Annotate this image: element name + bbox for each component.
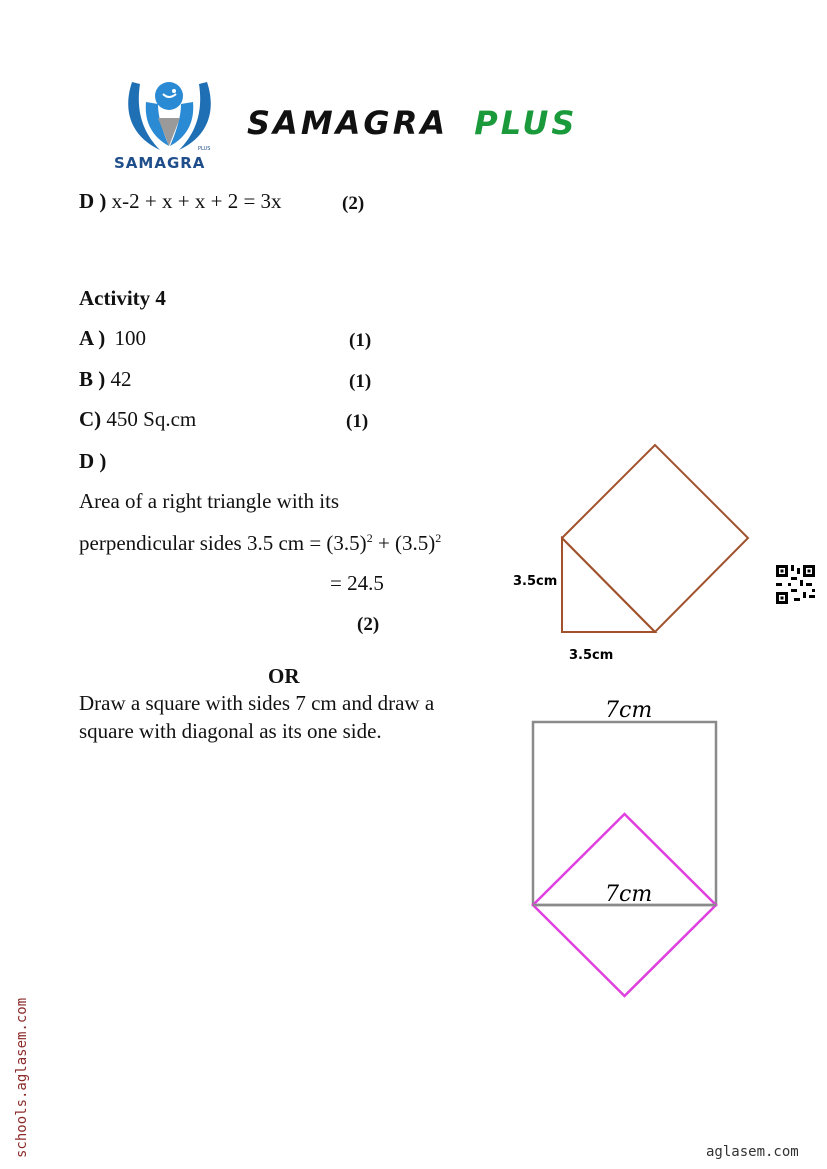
answer-c-marks: (1) [346, 411, 369, 432]
square-diagonal-figure [525, 695, 725, 1005]
activity-heading: Activity 4 [79, 286, 166, 310]
answer-d-line2-plus: + (3.5) [372, 531, 436, 555]
answer-d-line1: Area of a right triangle with its [79, 489, 340, 513]
diagonal-label: 7cm [605, 882, 653, 907]
brand-word-samagra: SAMAGRA [247, 104, 449, 142]
brand-word-plus: PLUS [474, 104, 578, 142]
logo-text: SAMAGRA [114, 154, 206, 172]
answer-a [79, 328, 146, 349]
square-top-label: 7cm [605, 698, 653, 723]
answer-d-line2-text: perpendicular sides 3.5 cm = (3.5) [79, 531, 367, 555]
answer-a-label: A ) [79, 326, 106, 350]
answer-a-marks: (1) [349, 330, 372, 351]
prev-part-d-expression: x-2 + x + x + 2 = 3x [111, 189, 282, 213]
samagra-logo [112, 72, 227, 172]
triangle-square-figure [505, 435, 755, 665]
answer-d-line3: = 24.5 [330, 571, 384, 595]
or-separator: OR [268, 664, 300, 688]
alt-line1: Draw a square with sides 7 cm and draw a [79, 691, 435, 715]
answer-c-label: C) [79, 407, 102, 431]
brand-title [247, 104, 577, 142]
answer-d-sup2: 2 [435, 531, 442, 545]
answer-d-marks: (2) [357, 614, 380, 635]
answer-b-value: 42 [110, 367, 132, 391]
hypotenuse-square [562, 445, 748, 632]
answer-d-label: D ) [79, 449, 107, 473]
side-watermark: schools.aglasem.com [14, 997, 30, 1158]
answer-b [79, 369, 132, 390]
footer-url: aglasem.com [706, 1144, 799, 1160]
triangle-side-label: 3.5cm [513, 574, 558, 589]
triangle-base-label: 3.5cm [569, 648, 614, 663]
answer-c-value: 450 Sq.cm [106, 407, 197, 431]
answer-d-line2 [79, 533, 441, 554]
qr-code-icon [776, 565, 815, 604]
answer-d-sup1: 2 [366, 531, 373, 545]
answer-b-label: B ) [79, 367, 106, 391]
answer-c [79, 409, 196, 430]
alt-line2: square with diagonal as its one side. [79, 719, 382, 743]
prev-part-d-label: D ) [79, 189, 107, 213]
prev-part-d-marks: (2) [342, 193, 365, 214]
answer-b-marks: (1) [349, 371, 372, 392]
prev-part-d [79, 191, 282, 212]
logo-small-text: PLUS [198, 146, 211, 152]
answer-a-value: 100 [114, 326, 146, 350]
